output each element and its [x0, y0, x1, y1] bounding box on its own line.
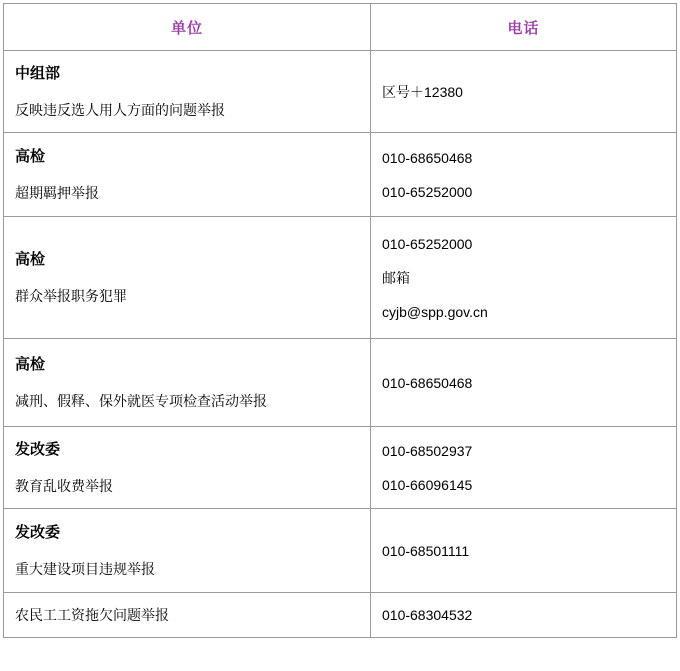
table-header: [4, 4, 677, 51]
email-label: 邮箱: [382, 269, 410, 286]
unit-cell: [4, 51, 371, 133]
column-header-phone: 电话: [371, 4, 677, 51]
table-row: [4, 217, 677, 339]
phone-cell: [371, 217, 677, 339]
unit-cell: [4, 509, 371, 593]
phone-number: 010-66096145: [382, 476, 473, 493]
document-page: [0, 3, 680, 671]
unit-description: 农民工工资拖欠问题举报: [15, 607, 169, 623]
phone-number: 010-68650468: [382, 149, 473, 166]
table-row: [4, 133, 677, 217]
phone-number: 010-65252000: [382, 183, 473, 200]
unit-name: 高检: [15, 250, 46, 268]
unit-description: 重大建设项目违规举报: [15, 560, 155, 577]
phone-cell: [371, 51, 677, 133]
unit-name: 高检: [15, 147, 46, 165]
phone-number: 010-65252000: [382, 235, 473, 252]
table-row: [4, 593, 677, 638]
unit-cell: [4, 217, 371, 339]
unit-description: 反映违反选人用人方面的问题举报: [15, 101, 225, 118]
phone-number: 010-68502937: [382, 442, 473, 459]
phone-number: 010-68304532: [382, 607, 473, 623]
phone-number: 010-68650468: [382, 374, 473, 391]
phone-cell: [371, 427, 677, 509]
unit-description: 教育乱收费举报: [15, 477, 113, 494]
unit-cell: [4, 593, 371, 638]
table-row: [4, 427, 677, 509]
unit-cell: [4, 133, 371, 217]
unit-name: 高检: [15, 355, 46, 373]
table-row: [4, 51, 677, 133]
unit-description: 群众举报职务犯罪: [15, 287, 127, 304]
unit-name: 发改委: [15, 440, 61, 458]
phone-cell: [371, 133, 677, 217]
phone-cell: [371, 593, 677, 638]
contact-table: [3, 3, 677, 638]
phone-cell: [371, 339, 677, 427]
table-body: [4, 51, 677, 638]
unit-description: 减刑、假释、保外就医专项检查活动举报: [15, 392, 267, 409]
phone-number: 010-68501111: [382, 542, 470, 559]
unit-cell: [4, 339, 371, 427]
unit-name: 中组部: [15, 64, 61, 82]
unit-name: 发改委: [15, 523, 61, 541]
phone-cell: [371, 509, 677, 593]
table-row: [4, 339, 677, 427]
unit-description: 超期羁押举报: [15, 184, 99, 201]
table-header-row: [4, 4, 677, 51]
phone-number: 区号＋12380: [382, 83, 463, 100]
unit-cell: [4, 427, 371, 509]
table-row: [4, 509, 677, 593]
column-header-unit: 单位: [4, 4, 371, 51]
email-address: cyjb@spp.gov.cn: [382, 303, 488, 320]
